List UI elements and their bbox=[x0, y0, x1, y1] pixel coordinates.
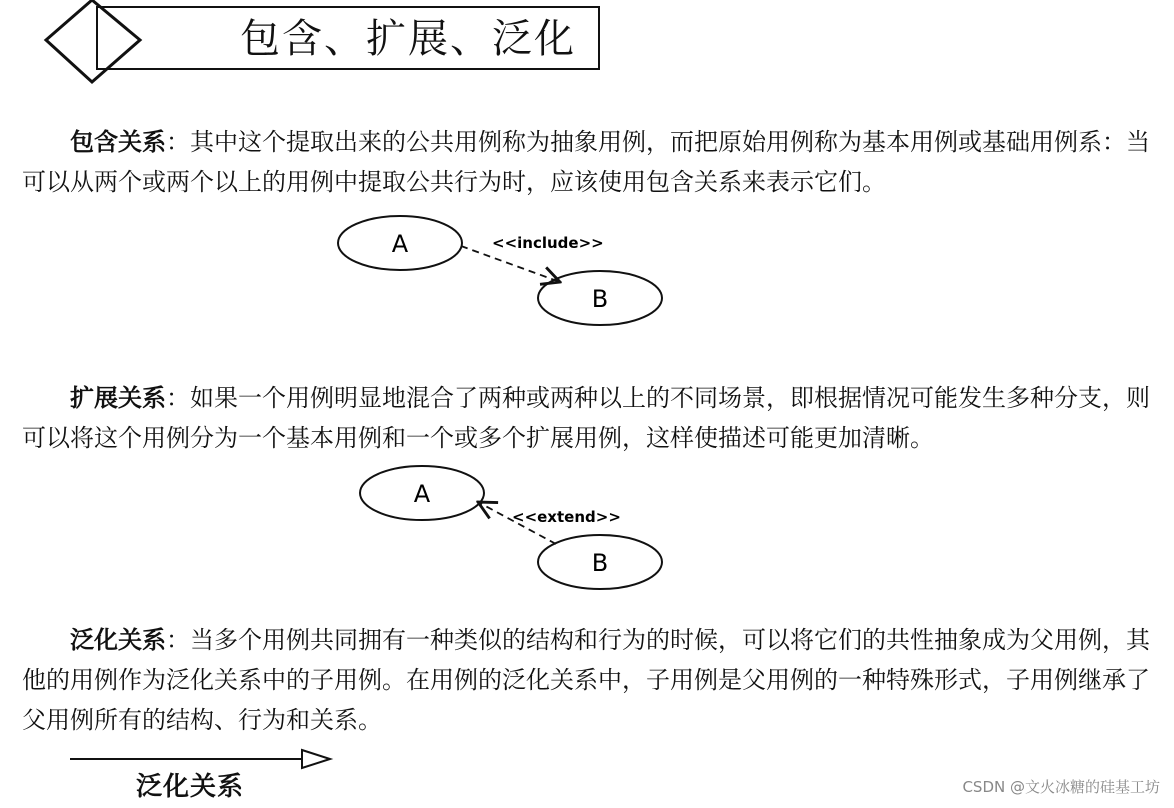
hollow-triangle-arrowhead bbox=[302, 750, 330, 768]
include-term: 包含关系 bbox=[70, 128, 166, 156]
generalization-text: ：当多个用例共同拥有一种类似的结构和行为的时候，可以将它们的共性抽象成为父用例，其他的用例作为泛化关系中的子用例。在用例的泛化关系中，子用例是父用例的一种特殊形式，子用例继承了父用例所有的结构、行为和关系。 bbox=[22, 626, 1150, 734]
use-case-b-label: B bbox=[591, 549, 609, 577]
use-case-a-label: A bbox=[391, 230, 409, 258]
page-title: 包含、扩展、泛化 bbox=[240, 16, 576, 62]
generalization-term: 泛化关系 bbox=[70, 626, 166, 654]
extend-text: ：如果一个用例明显地混合了两种或两种以上的不同场景，即根据情况可能发生多种分支，则可以将这个用例分为一个基本用例和一个或多个扩展用例，这样使描述可能更加清晰。 bbox=[22, 384, 1150, 452]
use-case-a-label: A bbox=[413, 480, 431, 508]
generalization-arrow-label: 泛化关系 bbox=[136, 772, 245, 802]
include-stereotype: <<include>> bbox=[492, 234, 604, 252]
watermark: CSDN @文火冰糖的硅基工坊 bbox=[962, 778, 1160, 796]
use-case-b-label: B bbox=[591, 285, 609, 313]
extend-stereotype: <<extend>> bbox=[512, 508, 621, 526]
include-text: ：其中这个提取出来的公共用例称为抽象用例，而把原始用例称为基本用例或基础用例系：当可以从两个或两个以上的用例中提取公共行为时，应该使用包含关系来表示它们。 bbox=[22, 128, 1150, 196]
extend-term: 扩展关系 bbox=[70, 384, 166, 412]
